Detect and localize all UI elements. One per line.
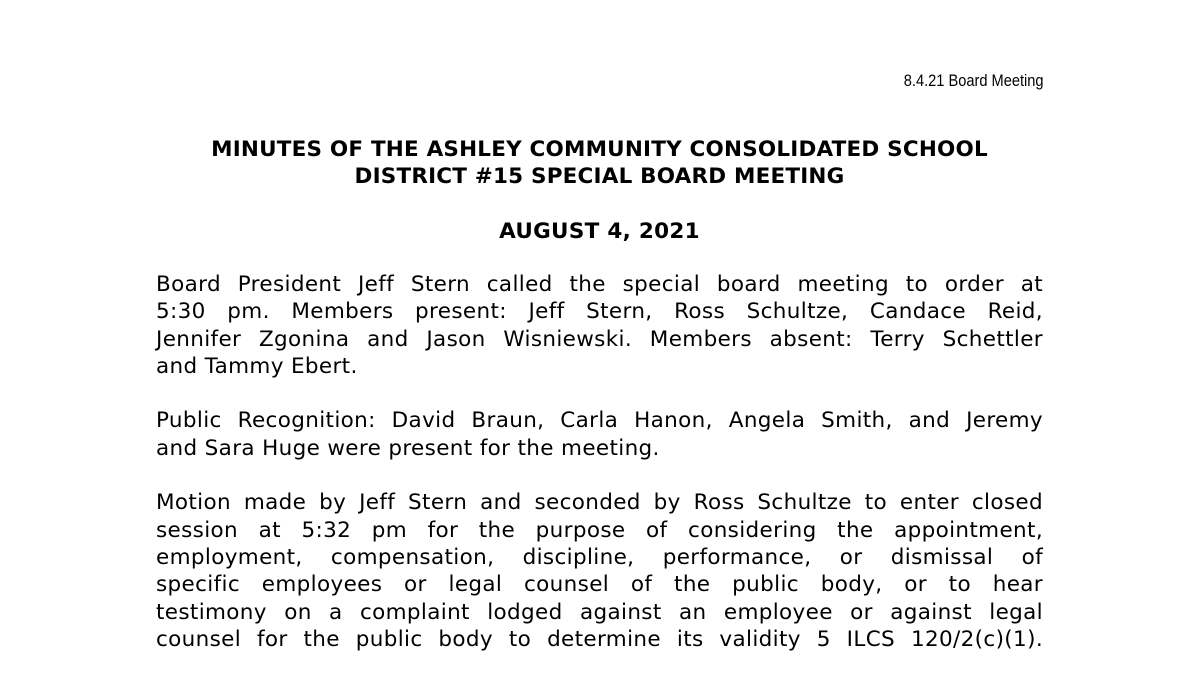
paragraph-line: counsel for the public body to determine its validity 5 ILCS 120/2(c)(1).	[156, 626, 1043, 652]
paragraph-closed-session-motion	[156, 489, 1043, 653]
paragraph-public-recognition	[156, 407, 1043, 462]
meeting-date: AUGUST 4, 2021	[499, 219, 700, 244]
paragraph-line: session at 5:32 pm for the purpose of considering the appointment,	[156, 517, 1043, 543]
paragraph-line: Jennifer Zgonina and Jason Wisniewski. Members absent: Terry Schettler	[156, 326, 1043, 352]
document-title	[156, 136, 1043, 190]
title-line-2: DISTRICT #15 SPECIAL BOARD MEETING	[354, 164, 845, 189]
document-body	[156, 271, 1043, 680]
paragraph-line: and Tammy Ebert.	[156, 353, 358, 379]
paragraph-line: testimony on a complaint lodged against an employee or against legal	[156, 599, 1043, 625]
paragraph-line: Public Recognition: David Braun, Carla Hanon, Angela Smith, and Jeremy	[156, 408, 1043, 434]
title-line-1: MINUTES OF THE ASHLEY COMMUNITY CONSOLIDATED SCHOOL	[211, 137, 988, 162]
paragraph-line: Motion made by Jeff Stern and seconded by Ross Schultze to enter closed	[156, 490, 1043, 516]
paragraph-line: 5:30 pm. Members present: Jeff Stern, Ross Schultze, Candace Reid,	[156, 299, 1043, 325]
paragraph-call-to-order	[156, 271, 1043, 380]
paragraph-line: and Sara Huge were present for the meeting.	[156, 435, 660, 461]
paragraph-line: specific employees or legal counsel of the public body, or to hear	[156, 572, 1043, 598]
paragraph-line: employment, compensation, discipline, performance, or dismissal of	[156, 544, 1043, 570]
document-header: 8.4.21 Board Meeting	[904, 71, 1044, 90]
paragraph-line: Board President Jeff Stern called the special board meeting to order at	[156, 272, 1043, 297]
